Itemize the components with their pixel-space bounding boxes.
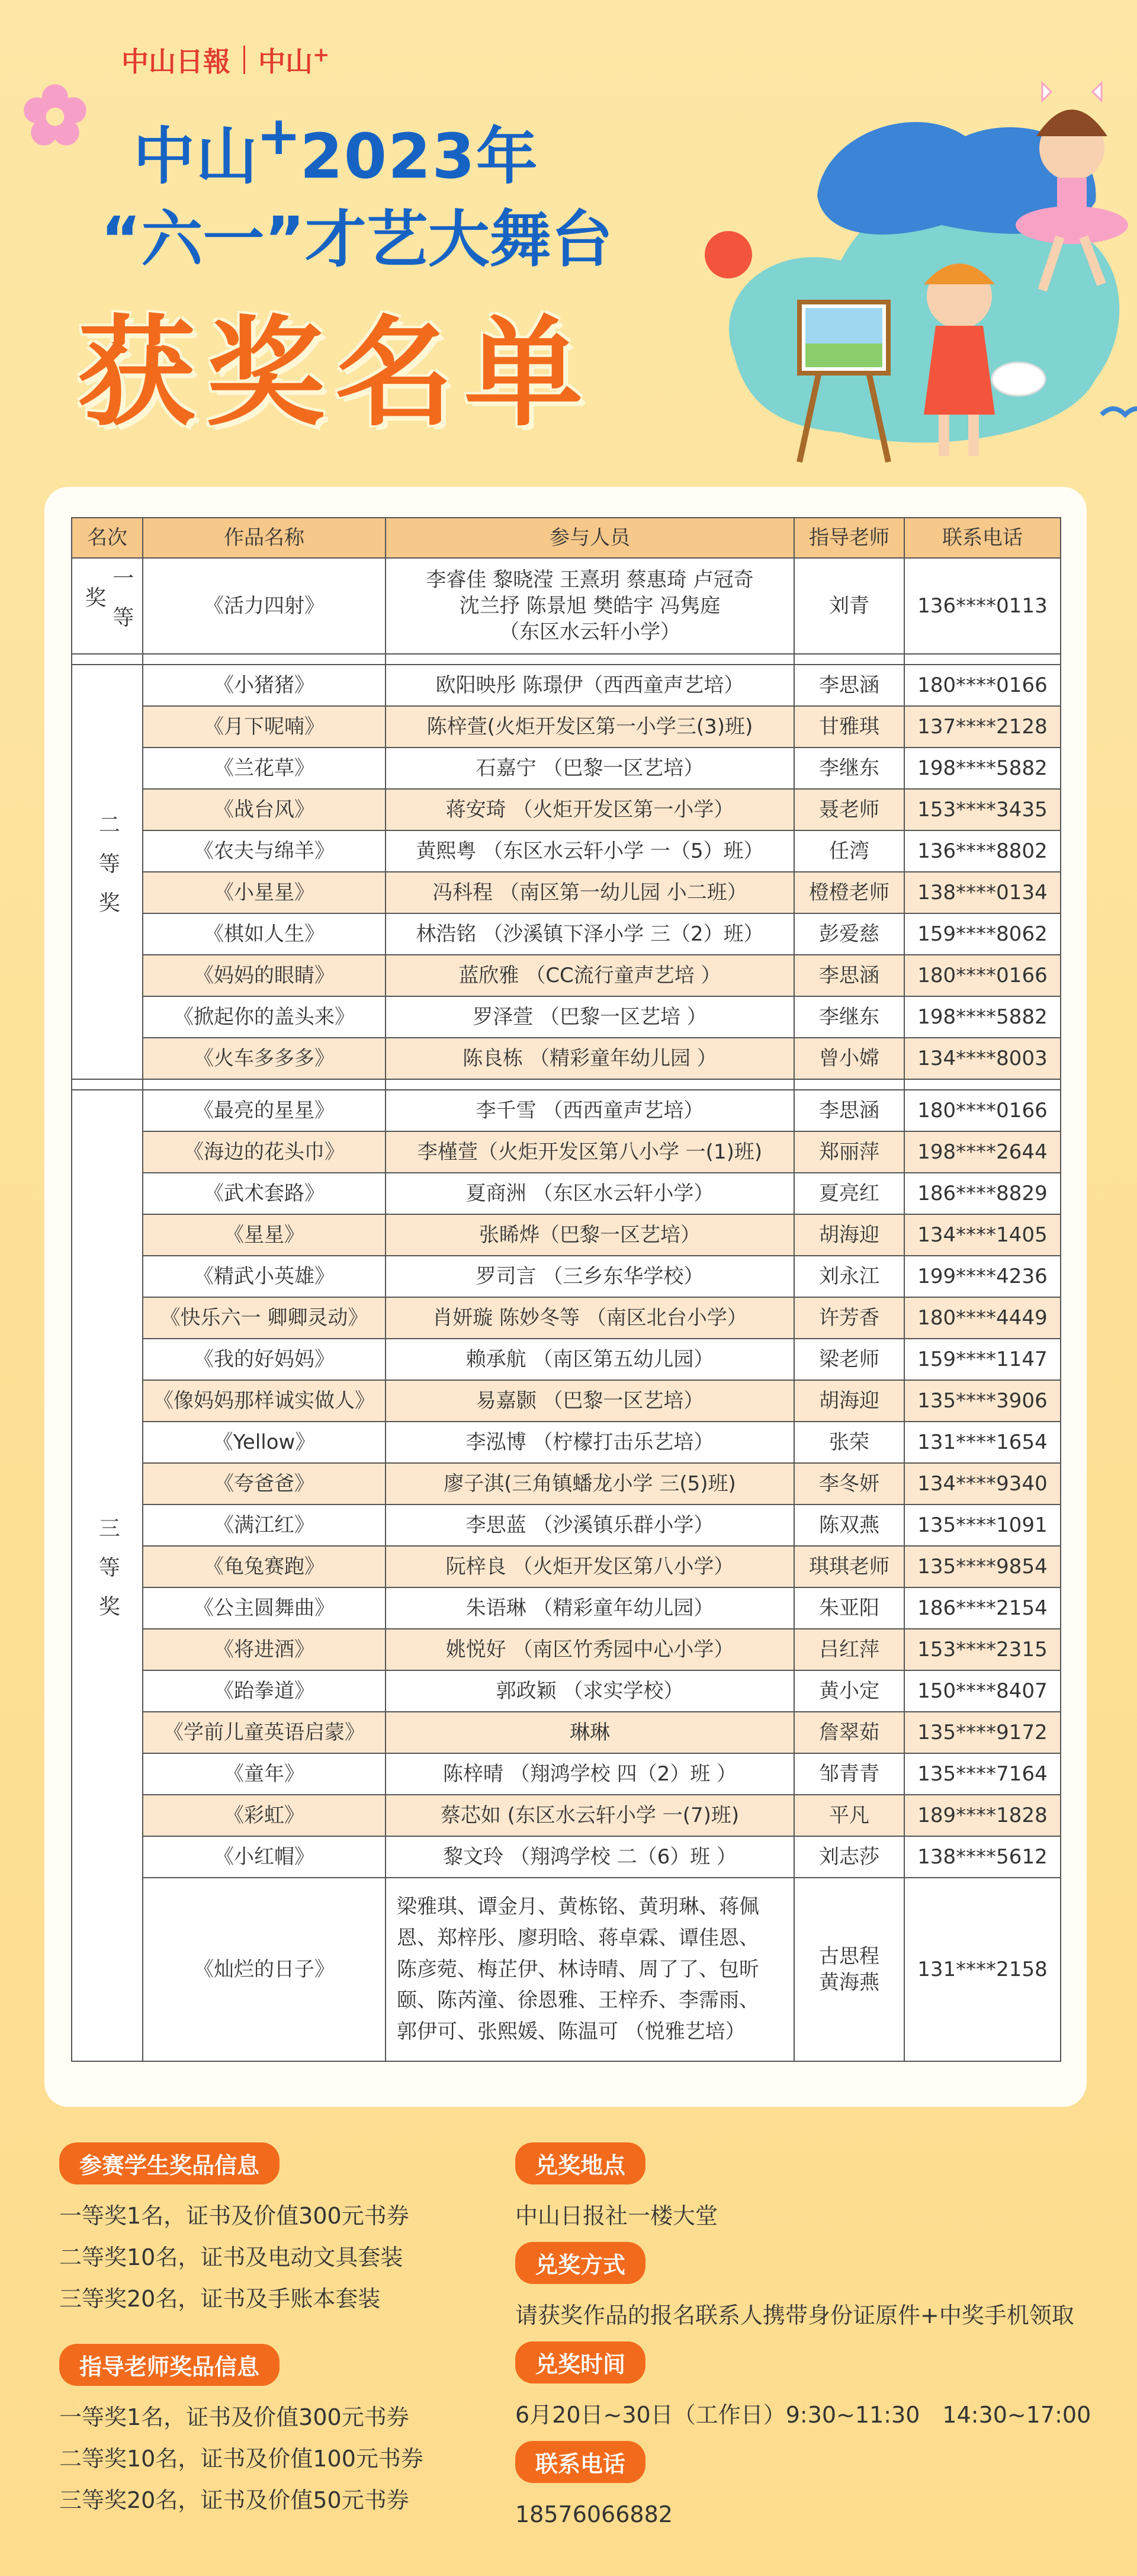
participants: 琳琳 (386, 1712, 794, 1753)
participants: 易嘉颢 （巴黎一区艺培） (386, 1380, 794, 1422)
awards-table (71, 517, 1061, 2062)
teacher: 许芳香 (794, 1297, 904, 1339)
location-text: 中山日报社一楼大堂 (515, 2203, 718, 2229)
teacher: 胡海迎 (794, 1214, 904, 1256)
gap-cell (904, 1079, 1061, 1090)
teacher: 甘雅琪 (794, 706, 904, 748)
participants-line: 梁雅琪、谭金月、黄栋铭、黄玥琳、蒋佩 (397, 1895, 759, 1919)
contact-phone (515, 2441, 673, 2535)
logo-zhongshan-plus: 中山+ (258, 43, 330, 78)
participants: 石嘉宁 （巴黎一区艺培） (386, 748, 794, 789)
logo-zhongshan-daily: 中山日報 (121, 46, 230, 78)
table-row (72, 1753, 1061, 1795)
flower-icon (23, 83, 88, 148)
teacher: 梁老师 (794, 1339, 904, 1380)
participants: 陈梓萱(火炬开发区第一小学三(3)班) (386, 706, 794, 748)
table-row (72, 955, 1061, 996)
participants-line: 陈彦菀、梅芷伊、林诗晴、周了了、包昕 (397, 1957, 759, 1981)
work-title: 《星星》 (143, 1214, 386, 1256)
phone: 159****1147 (904, 1339, 1061, 1380)
phone: 198****5882 (904, 748, 1061, 789)
teacher: 郑丽萍 (794, 1131, 904, 1173)
participants: 欧阳映彤 陈璟伊（西西童声艺培） (386, 665, 794, 706)
work-title: 《兰花草》 (143, 748, 386, 789)
participants (386, 1878, 794, 2061)
phone: 180****0166 (904, 955, 1061, 996)
participants-line: 恩、郑梓彤、廖玥晗、蒋卓霖、谭佳恩、 (397, 1926, 759, 1950)
gap-cell (143, 654, 386, 665)
work-title: 《童年》 (143, 1753, 386, 1795)
work-title: 《公主圆舞曲》 (143, 1587, 386, 1629)
work-title: 《火车多多多》 (143, 1038, 386, 1079)
work-title: 《月下呢喃》 (143, 706, 386, 748)
header-people: 参与人员 (386, 518, 794, 558)
teacher: 刘永江 (794, 1256, 904, 1297)
work-title: 《彩虹》 (143, 1795, 386, 1836)
gap-cell (386, 654, 794, 665)
phone: 198****2644 (904, 1131, 1061, 1173)
table-row (72, 1339, 1061, 1380)
table-row (72, 1712, 1061, 1753)
gap-cell (386, 1079, 794, 1090)
table-row (72, 1297, 1061, 1339)
teacher-prize-line: 二等奖10名，证书及价值100元书券 (59, 2446, 423, 2472)
work-title: 《掀起你的盖头来》 (143, 996, 386, 1038)
teacher-prize-line: 三等奖20名，证书及价值50元书券 (59, 2487, 409, 2513)
participants: 李千雪 （西西童声艺培） (386, 1090, 794, 1131)
participants-line: 沈兰抒 陈景旭 樊皓宇 冯隽庭 (459, 594, 721, 618)
table-row (72, 1504, 1061, 1546)
participants (386, 558, 794, 654)
participants-line: （东区水云轩小学） (499, 620, 680, 644)
phone: 134****9340 (904, 1463, 1061, 1504)
rank-second: 二等奖 (72, 665, 143, 1079)
work-title: 《妈妈的眼睛》 (143, 955, 386, 996)
teacher: 彭爱慈 (794, 913, 904, 955)
participants: 阮梓良 （火炬开发区第八小学） (386, 1546, 794, 1587)
method-badge: 兑奖方式 (515, 2242, 645, 2284)
table-row (72, 665, 1061, 706)
teacher (794, 1878, 904, 2061)
work-title: 《小星星》 (143, 872, 386, 913)
redeem-time (515, 2341, 1091, 2436)
student-prize-line: 三等奖20名，证书及手账本套装 (59, 2286, 381, 2312)
work-title: 《Yellow》 (143, 1422, 386, 1463)
table-row (72, 1038, 1061, 1079)
teacher: 胡海迎 (794, 1380, 904, 1422)
table-row (72, 996, 1061, 1038)
teacher: 黄小定 (794, 1670, 904, 1712)
table-row (72, 706, 1061, 748)
phone: 135****1091 (904, 1504, 1061, 1546)
participants: 李思蓝 （沙溪镇乐群小学） (386, 1504, 794, 1546)
work-title: 《棋如人生》 (143, 913, 386, 955)
phone: 153****3435 (904, 789, 1061, 830)
phone: 189****1828 (904, 1795, 1061, 1836)
phone: 186****8829 (904, 1173, 1061, 1214)
teacher: 邹青青 (794, 1753, 904, 1795)
page-title: 获奖名单 (77, 304, 594, 442)
method-text: 请获奖作品的报名联系人携带身份证原件+中奖手机领取 (515, 2302, 1074, 2328)
participants: 蒋安琦 （火炬开发区第一小学） (386, 789, 794, 830)
participants: 姚悦好 （南区竹秀园中心小学） (386, 1629, 794, 1670)
contact-text: 18576066882 (515, 2501, 673, 2527)
phone: 150****8407 (904, 1670, 1061, 1712)
phone: 138****5612 (904, 1836, 1061, 1878)
teacher: 刘青 (794, 558, 904, 654)
phone: 180****0166 (904, 665, 1061, 706)
participants: 陈良栋 （精彩童年幼儿园 ） (386, 1038, 794, 1079)
participants: 陈梓晴 （翔鸿学校 四（2）班 ） (386, 1753, 794, 1795)
phone: 198****5882 (904, 996, 1061, 1038)
student-prize-info (59, 2142, 409, 2320)
location-badge: 兑奖地点 (515, 2142, 645, 2184)
participants: 廖子淇(三角镇蟠龙小学 三(5)班) (386, 1463, 794, 1504)
table-row (72, 748, 1061, 789)
teacher-prize-info (59, 2344, 423, 2521)
teacher-prize-line: 一等奖1名，证书及价值300元书券 (59, 2404, 409, 2430)
phone: 134****1405 (904, 1214, 1061, 1256)
participants: 肖妍璇 陈妙冬等 （南区北台小学） (386, 1297, 794, 1339)
teacher-prize-badge: 指导老师奖品信息 (59, 2344, 280, 2386)
table-row (72, 1380, 1061, 1422)
teacher: 陈双燕 (794, 1504, 904, 1546)
phone: 134****8003 (904, 1038, 1061, 1079)
phone: 137****2128 (904, 706, 1061, 748)
table-row (72, 558, 1061, 654)
teacher: 李继东 (794, 748, 904, 789)
teacher: 曾小嫦 (794, 1038, 904, 1079)
phone: 180****0166 (904, 1090, 1061, 1131)
teacher: 橙橙老师 (794, 872, 904, 913)
work-title: 《学前儿童英语启蒙》 (143, 1712, 386, 1753)
table-row (72, 1173, 1061, 1214)
phone: 135****3906 (904, 1380, 1061, 1422)
title-line-2: “六一”才艺大舞台 (101, 203, 613, 275)
gap-cell (72, 654, 143, 665)
time-text: 6月20日~30日（工作日）9:30~11:30 14:30~17:00 (515, 2402, 1091, 2428)
section-gap (72, 1079, 1061, 1090)
participants: 赖承航 （南区第五幼儿园） (386, 1339, 794, 1380)
table-row (72, 1463, 1061, 1504)
teacher: 平凡 (794, 1795, 904, 1836)
work-title: 《武术套路》 (143, 1173, 386, 1214)
teacher: 张荣 (794, 1422, 904, 1463)
participants: 张睎烨（巴黎一区艺培） (386, 1214, 794, 1256)
participants: 冯科程 （南区第一幼儿园 小二班） (386, 872, 794, 913)
table-row (72, 1546, 1061, 1587)
teacher: 聂老师 (794, 789, 904, 830)
phone: 199****4236 (904, 1256, 1061, 1297)
gap-cell (143, 1079, 386, 1090)
rank-third: 三等奖 (72, 1090, 143, 2061)
phone: 131****1654 (904, 1422, 1061, 1463)
participants: 郭政颖 （求实学校） (386, 1670, 794, 1712)
participants: 李槿萱（火炬开发区第八小学 一(1)班) (386, 1131, 794, 1173)
gap-cell (794, 1079, 904, 1090)
student-prize-line: 二等奖10名，证书及电动文具套装 (59, 2244, 403, 2270)
work-title: 《像妈妈那样诚实做人》 (143, 1380, 386, 1422)
contact-badge: 联系电话 (515, 2441, 645, 2483)
participants: 蓝欣雅 （CC流行童声艺培 ） (386, 955, 794, 996)
phone: 180****4449 (904, 1297, 1061, 1339)
participants: 林浩铭 （沙溪镇下泽小学 三（2）班） (386, 913, 794, 955)
participants: 朱语琳 （精彩童年幼儿园） (386, 1587, 794, 1629)
teacher: 夏亮红 (794, 1173, 904, 1214)
time-badge: 兑奖时间 (515, 2341, 645, 2383)
work-title: 《将进酒》 (143, 1629, 386, 1670)
table-row (72, 1836, 1061, 1878)
participants: 蔡芯如 (东区水云轩小学 一(7)班) (386, 1795, 794, 1836)
table-header-row (72, 518, 1061, 558)
table-row (72, 1670, 1061, 1712)
work-title: 《最亮的星星》 (143, 1090, 386, 1131)
work-title: 《夸爸爸》 (143, 1463, 386, 1504)
phone: 135****7164 (904, 1753, 1061, 1795)
table-row (72, 1131, 1061, 1173)
student-prize-badge: 参赛学生奖品信息 (59, 2142, 280, 2184)
teacher: 琪琪老师 (794, 1546, 904, 1587)
participants: 李泓博 （柠檬打击乐艺培） (386, 1422, 794, 1463)
teacher-line: 古思程 (819, 1944, 879, 1968)
children-illustration (687, 47, 1137, 474)
participants: 夏商洲 （东区水云轩小学） (386, 1173, 794, 1214)
participants: 黎文玲 （翔鸿学校 二（6）班 ） (386, 1836, 794, 1878)
participants-line: 李睿佳 黎晓滢 王熹玥 蔡惠琦 卢冠奇 (426, 567, 754, 592)
participants: 罗泽萱 （巴黎一区艺培 ） (386, 996, 794, 1038)
teacher: 朱亚阳 (794, 1587, 904, 1629)
student-prize-line: 一等奖1名，证书及价值300元书券 (59, 2203, 409, 2229)
gap-cell (904, 654, 1061, 665)
teacher: 詹翠茹 (794, 1712, 904, 1753)
teacher: 李思涵 (794, 665, 904, 706)
gap-cell (794, 654, 904, 665)
table-row (72, 1878, 1061, 2061)
phone: 131****2158 (904, 1878, 1061, 2061)
work-title: 《农夫与绵羊》 (143, 830, 386, 872)
teacher-line: 黄海燕 (819, 1971, 879, 1994)
gap-cell (72, 1079, 143, 1090)
phone: 186****2154 (904, 1587, 1061, 1629)
phone: 135****9854 (904, 1546, 1061, 1587)
phone: 153****2315 (904, 1629, 1061, 1670)
teacher: 李继东 (794, 996, 904, 1038)
table-row (72, 1090, 1061, 1131)
work-title: 《精武小英雄》 (143, 1256, 386, 1297)
work-title: 《跆拳道》 (143, 1670, 386, 1712)
work-title: 《战台风》 (143, 789, 386, 830)
header-phone: 联系电话 (904, 518, 1061, 558)
table-row (72, 1422, 1061, 1463)
work-title: 《快乐六一 卿卿灵动》 (143, 1297, 386, 1339)
section-gap (72, 654, 1061, 665)
teacher: 李冬妍 (794, 1463, 904, 1504)
participants-line: 郭伊可、张熙媛、陈温可 （悦雅艺培） (397, 2020, 746, 2044)
phone: 136****8802 (904, 830, 1061, 872)
redeem-method (515, 2242, 1074, 2336)
phone: 135****9172 (904, 1712, 1061, 1753)
header-work: 作品名称 (143, 518, 386, 558)
work-title: 《小红帽》 (143, 1836, 386, 1878)
work-title: 《小猪猪》 (143, 665, 386, 706)
table-row (72, 1256, 1061, 1297)
teacher: 刘志莎 (794, 1836, 904, 1878)
phone: 159****8062 (904, 913, 1061, 955)
work-title: 《海边的花头巾》 (143, 1131, 386, 1173)
participants: 罗司言 （三乡东华学校） (386, 1256, 794, 1297)
table-row (72, 1214, 1061, 1256)
table-row (72, 913, 1061, 955)
table-row (72, 1629, 1061, 1670)
teacher: 吕红萍 (794, 1629, 904, 1670)
table-row (72, 830, 1061, 872)
table-row (72, 1795, 1061, 1836)
phone: 138****0134 (904, 872, 1061, 913)
teacher: 李思涵 (794, 1090, 904, 1131)
logo-bar (121, 40, 330, 79)
work-title: 《我的好妈妈》 (143, 1339, 386, 1380)
table-row (72, 1587, 1061, 1629)
logo-divider (243, 46, 245, 74)
redeem-location (515, 2142, 718, 2237)
table-row (72, 872, 1061, 913)
phone: 136****0113 (904, 558, 1061, 654)
participants-line: 颐、陈芮潼、徐恩雅、王梓乔、李霈雨、 (397, 1988, 759, 2013)
table-row (72, 789, 1061, 830)
teacher: 李思涵 (794, 955, 904, 996)
work-title: 《活力四射》 (143, 558, 386, 654)
teacher: 任湾 (794, 830, 904, 872)
header-rank: 名次 (72, 518, 143, 558)
participants: 黄熙粤 （东区水云轩小学 一（5）班） (386, 830, 794, 872)
rank-first: 一等奖 (72, 558, 143, 654)
work-title: 《满江红》 (143, 1504, 386, 1546)
title-line-1: 中山+2023年 (133, 105, 539, 193)
work-title: 《灿烂的日子》 (143, 1878, 386, 2061)
work-title: 《龟兔赛跑》 (143, 1546, 386, 1587)
header-teacher: 指导老师 (794, 518, 904, 558)
